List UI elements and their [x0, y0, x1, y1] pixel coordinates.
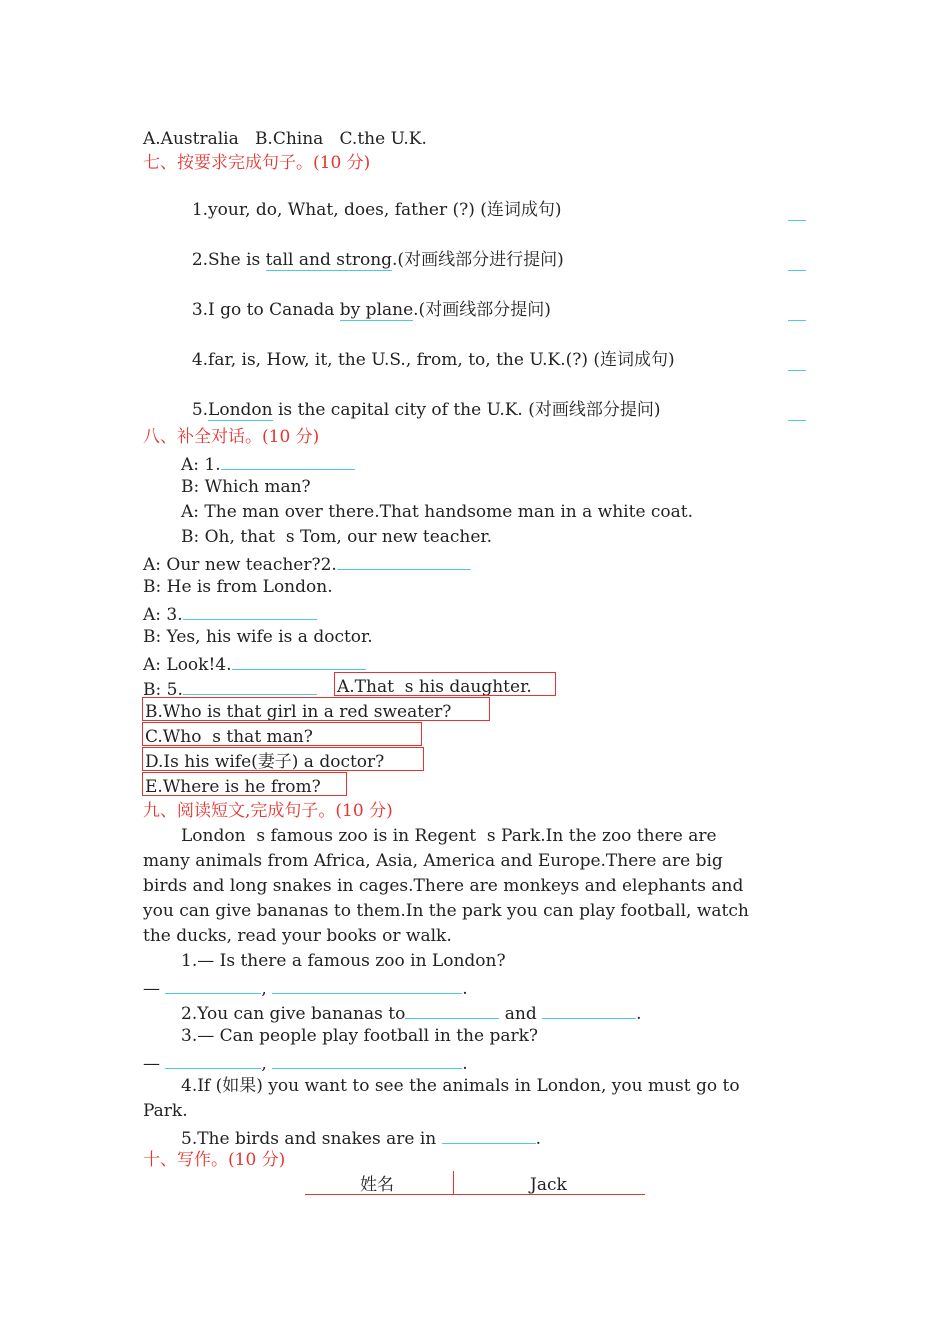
- item-instruction: .(对画线部分进行提问): [392, 250, 564, 270]
- item-text: 2.She is: [191, 250, 266, 270]
- answer-blank[interactable]: [337, 551, 471, 570]
- answer-blank[interactable]: [272, 975, 462, 994]
- dialog-text: B: 5.: [143, 680, 183, 700]
- answer-blank[interactable]: [183, 676, 317, 695]
- passage-line-4: you can give bananas to them.In the park you can play football, watch: [143, 901, 749, 921]
- passage-line-3: birds and long snakes in cages.There are monkeys and elephants and: [143, 876, 744, 896]
- underlined-phrase: tall and strong: [265, 250, 393, 270]
- dialog-text: A: Look!4.: [143, 655, 232, 675]
- dialog-line-1: [181, 451, 355, 476]
- period-mark: .: [636, 1004, 642, 1024]
- question-text: 2.You can give bananas to: [181, 1004, 406, 1024]
- reading-q4-cont: Park.: [143, 1101, 188, 1121]
- answer-blank[interactable]: [272, 1050, 462, 1069]
- answer-line: [788, 220, 806, 221]
- comma-mark: ,: [261, 1054, 267, 1074]
- answer-blank[interactable]: [442, 1125, 536, 1144]
- period-mark: .: [462, 979, 468, 999]
- dialog-line-6: B: He is from London.: [143, 577, 333, 597]
- answer-blank[interactable]: [542, 1000, 636, 1019]
- item-text: 1.your, do, What, does, father (?) (连词成句): [191, 200, 562, 220]
- reading-q2: [181, 1000, 642, 1025]
- reading-q4: 4.If (如果) you want to see the animals in London, you must go to: [181, 1076, 740, 1096]
- answer-blank[interactable]: [405, 1000, 499, 1019]
- dash-mark: —: [143, 1054, 160, 1074]
- q6-options: A.Australia B.China C.the U.K.: [143, 129, 427, 149]
- dialog-line-7: [143, 601, 317, 626]
- item-instruction: .(对画线部分提问): [413, 300, 551, 320]
- item-instruction: is the capital city of the U.K. (对画线部分提问): [272, 400, 661, 420]
- section-9-title: 九、阅读短文,完成句子。(10 分): [143, 801, 393, 821]
- sec7-item-4: [181, 327, 675, 371]
- answer-line: [788, 320, 806, 321]
- question-text: and: [499, 1004, 543, 1024]
- table-divider: [453, 1171, 454, 1195]
- dialog-text: A: Our new teacher?2.: [143, 555, 337, 575]
- passage-line-5: the ducks, read your books or walk.: [143, 926, 452, 946]
- sec7-item-3: [181, 277, 551, 321]
- table-label-name: 姓名: [360, 1175, 394, 1195]
- period-mark: .: [462, 1054, 468, 1074]
- comma-mark: ,: [261, 979, 267, 999]
- dash-mark: —: [143, 979, 160, 999]
- passage-line-2: many animals from Africa, Asia, America and Europe.There are big: [143, 851, 723, 871]
- question-text: 5.The birds and snakes are in: [181, 1129, 442, 1149]
- answer-line: [788, 370, 806, 371]
- section-10-title: 十、写作。(10 分): [143, 1150, 286, 1170]
- item-text: 4.far, is, How, it, the U.S., from, to, the U.K.(?) (连词成句): [191, 350, 675, 370]
- underlined-phrase: by plane: [339, 300, 414, 320]
- passage-line-1: London s famous zoo is in Regent s Park.In the zoo there are: [181, 826, 717, 846]
- option-a: A.That s his daughter.: [337, 677, 532, 697]
- reading-q1-answer: [143, 975, 468, 1000]
- sec7-item-1: [181, 177, 562, 221]
- option-e: E.Where is he from?: [145, 777, 321, 797]
- option-c: C.Who s that man?: [145, 727, 313, 747]
- dialog-line-5: [143, 551, 471, 576]
- answer-line: [788, 420, 806, 421]
- dialog-line-8: B: Yes, his wife is a doctor.: [143, 627, 373, 647]
- dialog-line-3: A: The man over there.That handsome man in a white coat.: [181, 502, 694, 522]
- period-mark: .: [535, 1129, 542, 1149]
- answer-blank[interactable]: [221, 451, 355, 470]
- dialog-line-2: B: Which man?: [181, 477, 311, 497]
- reading-q5: [181, 1125, 541, 1150]
- answer-blank[interactable]: [165, 975, 261, 994]
- answer-line: [788, 270, 806, 271]
- sec7-item-5: [181, 377, 661, 421]
- dialog-line-4: B: Oh, that s Tom, our new teacher.: [181, 527, 493, 547]
- dialog-line-9: [143, 651, 366, 676]
- item-text: 5.: [191, 400, 209, 420]
- option-d: D.Is his wife(妻子) a doctor?: [145, 752, 385, 772]
- dialog-line-10: [143, 676, 317, 701]
- section-8-title: 八、补全对话。(10 分): [143, 427, 320, 447]
- option-b: B.Who is that girl in a red sweater?: [145, 702, 452, 722]
- reading-q3-answer: [143, 1050, 468, 1075]
- item-text: 3.I go to Canada: [191, 300, 340, 320]
- answer-blank[interactable]: [232, 651, 366, 670]
- answer-blank[interactable]: [165, 1050, 261, 1069]
- answer-blank[interactable]: [183, 601, 317, 620]
- table-rule: [305, 1194, 645, 1195]
- reading-q3: 3.— Can people play football in the park?: [181, 1026, 539, 1046]
- table-value-name: Jack: [530, 1175, 567, 1195]
- dialog-text: A: 3.: [143, 605, 183, 625]
- dialog-text: A: 1.: [181, 455, 221, 475]
- sec7-item-2: [181, 227, 564, 271]
- section-7-title: 七、按要求完成句子。(10 分): [143, 153, 371, 173]
- reading-q1: 1.— Is there a famous zoo in London?: [181, 951, 506, 971]
- underlined-phrase: London: [208, 400, 273, 420]
